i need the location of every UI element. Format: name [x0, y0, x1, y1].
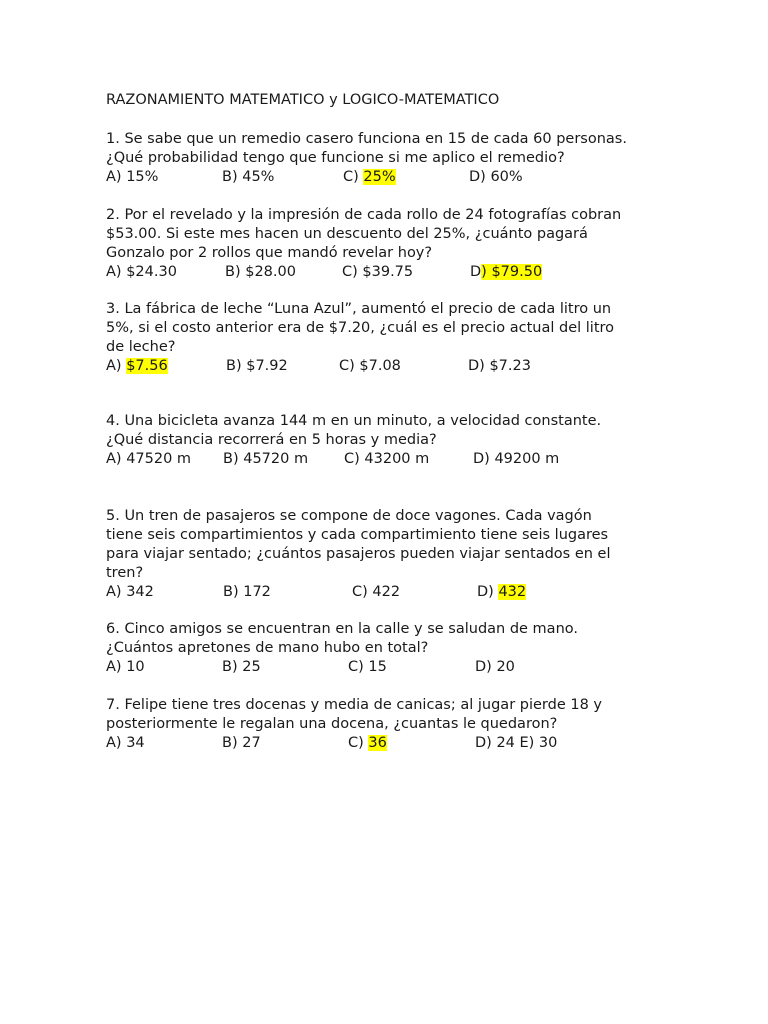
option-letter: B)	[223, 584, 244, 600]
option-value: 60%	[490, 169, 523, 185]
option-letter: A)	[106, 735, 127, 751]
option-letter: B)	[222, 735, 243, 751]
answer-option	[475, 658, 515, 677]
option-letter: B)	[223, 451, 244, 467]
answer-option	[222, 168, 274, 187]
question-text-line: 6. Cinco amigos se encuentran en la calle y se saludan de mano.	[106, 621, 578, 637]
answer-option	[348, 734, 387, 753]
answer-option	[469, 168, 523, 187]
answer-option	[339, 357, 401, 376]
question-4	[106, 412, 666, 469]
question-text-line: tiene seis compartimientos y cada compartimiento tiene seis lugares	[106, 527, 609, 543]
answer-option	[352, 583, 400, 602]
question-5	[106, 507, 666, 602]
answer-option	[344, 450, 429, 469]
answer-option	[106, 357, 168, 376]
answer-option	[106, 583, 154, 602]
option-value: 10	[126, 659, 145, 675]
question-7	[106, 696, 666, 753]
option-value: 422	[372, 584, 401, 600]
answer-option	[226, 357, 288, 376]
option-letter: C)	[348, 735, 369, 751]
answer-option	[477, 583, 526, 602]
question-text-line: tren?	[106, 565, 144, 581]
highlighted-answer: ) $79.50	[481, 264, 543, 280]
option-letter: C)	[348, 659, 369, 675]
option-letter: D)	[469, 169, 491, 185]
question-text-line: $53.00. Si este mes hacen un descuento del 25%, ¿cuánto pagará	[106, 226, 588, 242]
option-value: 34	[126, 735, 145, 751]
answer-options	[106, 658, 666, 677]
highlighted-answer: 25%	[363, 169, 396, 185]
option-letter: D)	[477, 584, 499, 600]
answer-options	[106, 450, 666, 469]
option-value: 27	[242, 735, 261, 751]
option-letter: A)	[106, 358, 127, 374]
question-text-line: ¿Cuántos apretones de mano hubo en total?	[106, 640, 429, 656]
option-value: 47520 m	[126, 451, 192, 467]
answer-option	[343, 168, 396, 187]
option-letter: C)	[352, 584, 373, 600]
answer-options	[106, 583, 666, 602]
document-title: RAZONAMIENTO MATEMATICO y LOGICO-MATEMATICO	[106, 92, 500, 108]
question-text-line: ¿Qué probabilidad tengo que funcione si me aplico el remedio?	[106, 150, 565, 166]
answer-option	[222, 658, 261, 677]
answer-option	[225, 263, 296, 282]
option-value: $7.08	[359, 358, 401, 374]
answer-option	[342, 263, 413, 282]
option-letter: C)	[339, 358, 360, 374]
question-text-line: 7. Felipe tiene tres docenas y media de canicas; al jugar pierde 18 y	[106, 697, 602, 713]
option-letter: A)	[106, 451, 127, 467]
option-letter: C)	[344, 451, 365, 467]
question-text-line: Gonzalo por 2 rollos que mandó revelar hoy?	[106, 245, 433, 261]
option-value: $28.00	[245, 264, 296, 280]
option-value: $7.92	[246, 358, 288, 374]
answer-option	[222, 734, 261, 753]
question-1	[106, 130, 666, 187]
question-text-line: para viajar sentado; ¿cuántos pasajeros pueden viajar sentados en el	[106, 546, 611, 562]
option-letter: B)	[222, 169, 243, 185]
option-letter: C)	[343, 169, 364, 185]
question-text-line: 4. Una bicicleta avanza 144 m en un minuto, a velocidad constante.	[106, 413, 602, 429]
question-text-line: 2. Por el revelado y la impresión de cada rollo de 24 fotografías cobran	[106, 207, 622, 223]
question-6	[106, 620, 666, 677]
question-text-line: 5. Un tren de pasajeros se compone de doce vagones. Cada vagón	[106, 508, 592, 524]
option-letter: B)	[225, 264, 246, 280]
answer-option	[475, 734, 557, 753]
option-letter: D)	[473, 451, 495, 467]
option-letter: A)	[106, 659, 127, 675]
option-letter: A)	[106, 584, 127, 600]
question-text-line: 5%, si el costo anterior era de $7.20, ¿cuál es el precio actual del litro	[106, 320, 615, 336]
option-value: 15	[368, 659, 387, 675]
option-value: 43200 m	[364, 451, 430, 467]
highlighted-answer: $7.56	[126, 358, 168, 374]
option-letter: D	[470, 264, 482, 280]
option-letter: A)	[106, 264, 127, 280]
answer-option	[223, 583, 271, 602]
option-letter: D)	[475, 735, 497, 751]
answer-option	[106, 168, 158, 187]
question-3	[106, 300, 666, 376]
option-value: 24 E) 30	[496, 735, 558, 751]
answer-option	[106, 658, 145, 677]
question-text-line: ¿Qué distancia recorrerá en 5 horas y media?	[106, 432, 437, 448]
option-value: $24.30	[126, 264, 177, 280]
option-letter: B)	[222, 659, 243, 675]
option-letter: C)	[342, 264, 363, 280]
answer-option	[348, 658, 387, 677]
answer-options	[106, 734, 666, 753]
question-text-line: 1. Se sabe que un remedio casero funciona en 15 de cada 60 personas.	[106, 131, 627, 147]
option-letter: D)	[468, 358, 490, 374]
option-value: 45720 m	[243, 451, 309, 467]
answer-options	[106, 168, 666, 187]
answer-option	[106, 263, 177, 282]
option-value: $39.75	[362, 264, 414, 280]
answer-option	[468, 357, 531, 376]
option-value: 25	[242, 659, 261, 675]
option-value: 49200 m	[494, 451, 560, 467]
highlighted-answer: 432	[498, 584, 527, 600]
option-value: 172	[243, 584, 271, 600]
option-letter: A)	[106, 169, 127, 185]
option-value: 45%	[242, 169, 275, 185]
answer-option	[223, 450, 308, 469]
option-value: 20	[496, 659, 515, 675]
question-text-line: posteriormente le regalan una docena, ¿cuantas le quedaron?	[106, 716, 558, 732]
option-letter: D)	[475, 659, 497, 675]
answer-option	[470, 263, 542, 282]
option-value: 15%	[126, 169, 159, 185]
answer-options	[106, 357, 666, 376]
option-letter: B)	[226, 358, 247, 374]
option-value: 342	[126, 584, 154, 600]
question-2	[106, 206, 666, 282]
answer-option	[106, 450, 191, 469]
highlighted-answer: 36	[368, 735, 387, 751]
question-text-line: 3. La fábrica de leche “Luna Azul”, aumentó el precio de cada litro un	[106, 301, 612, 317]
option-value: $7.23	[489, 358, 531, 374]
answer-option	[473, 450, 559, 469]
answer-option	[106, 734, 145, 753]
question-text-line: de leche?	[106, 339, 176, 355]
answer-options	[106, 263, 666, 282]
